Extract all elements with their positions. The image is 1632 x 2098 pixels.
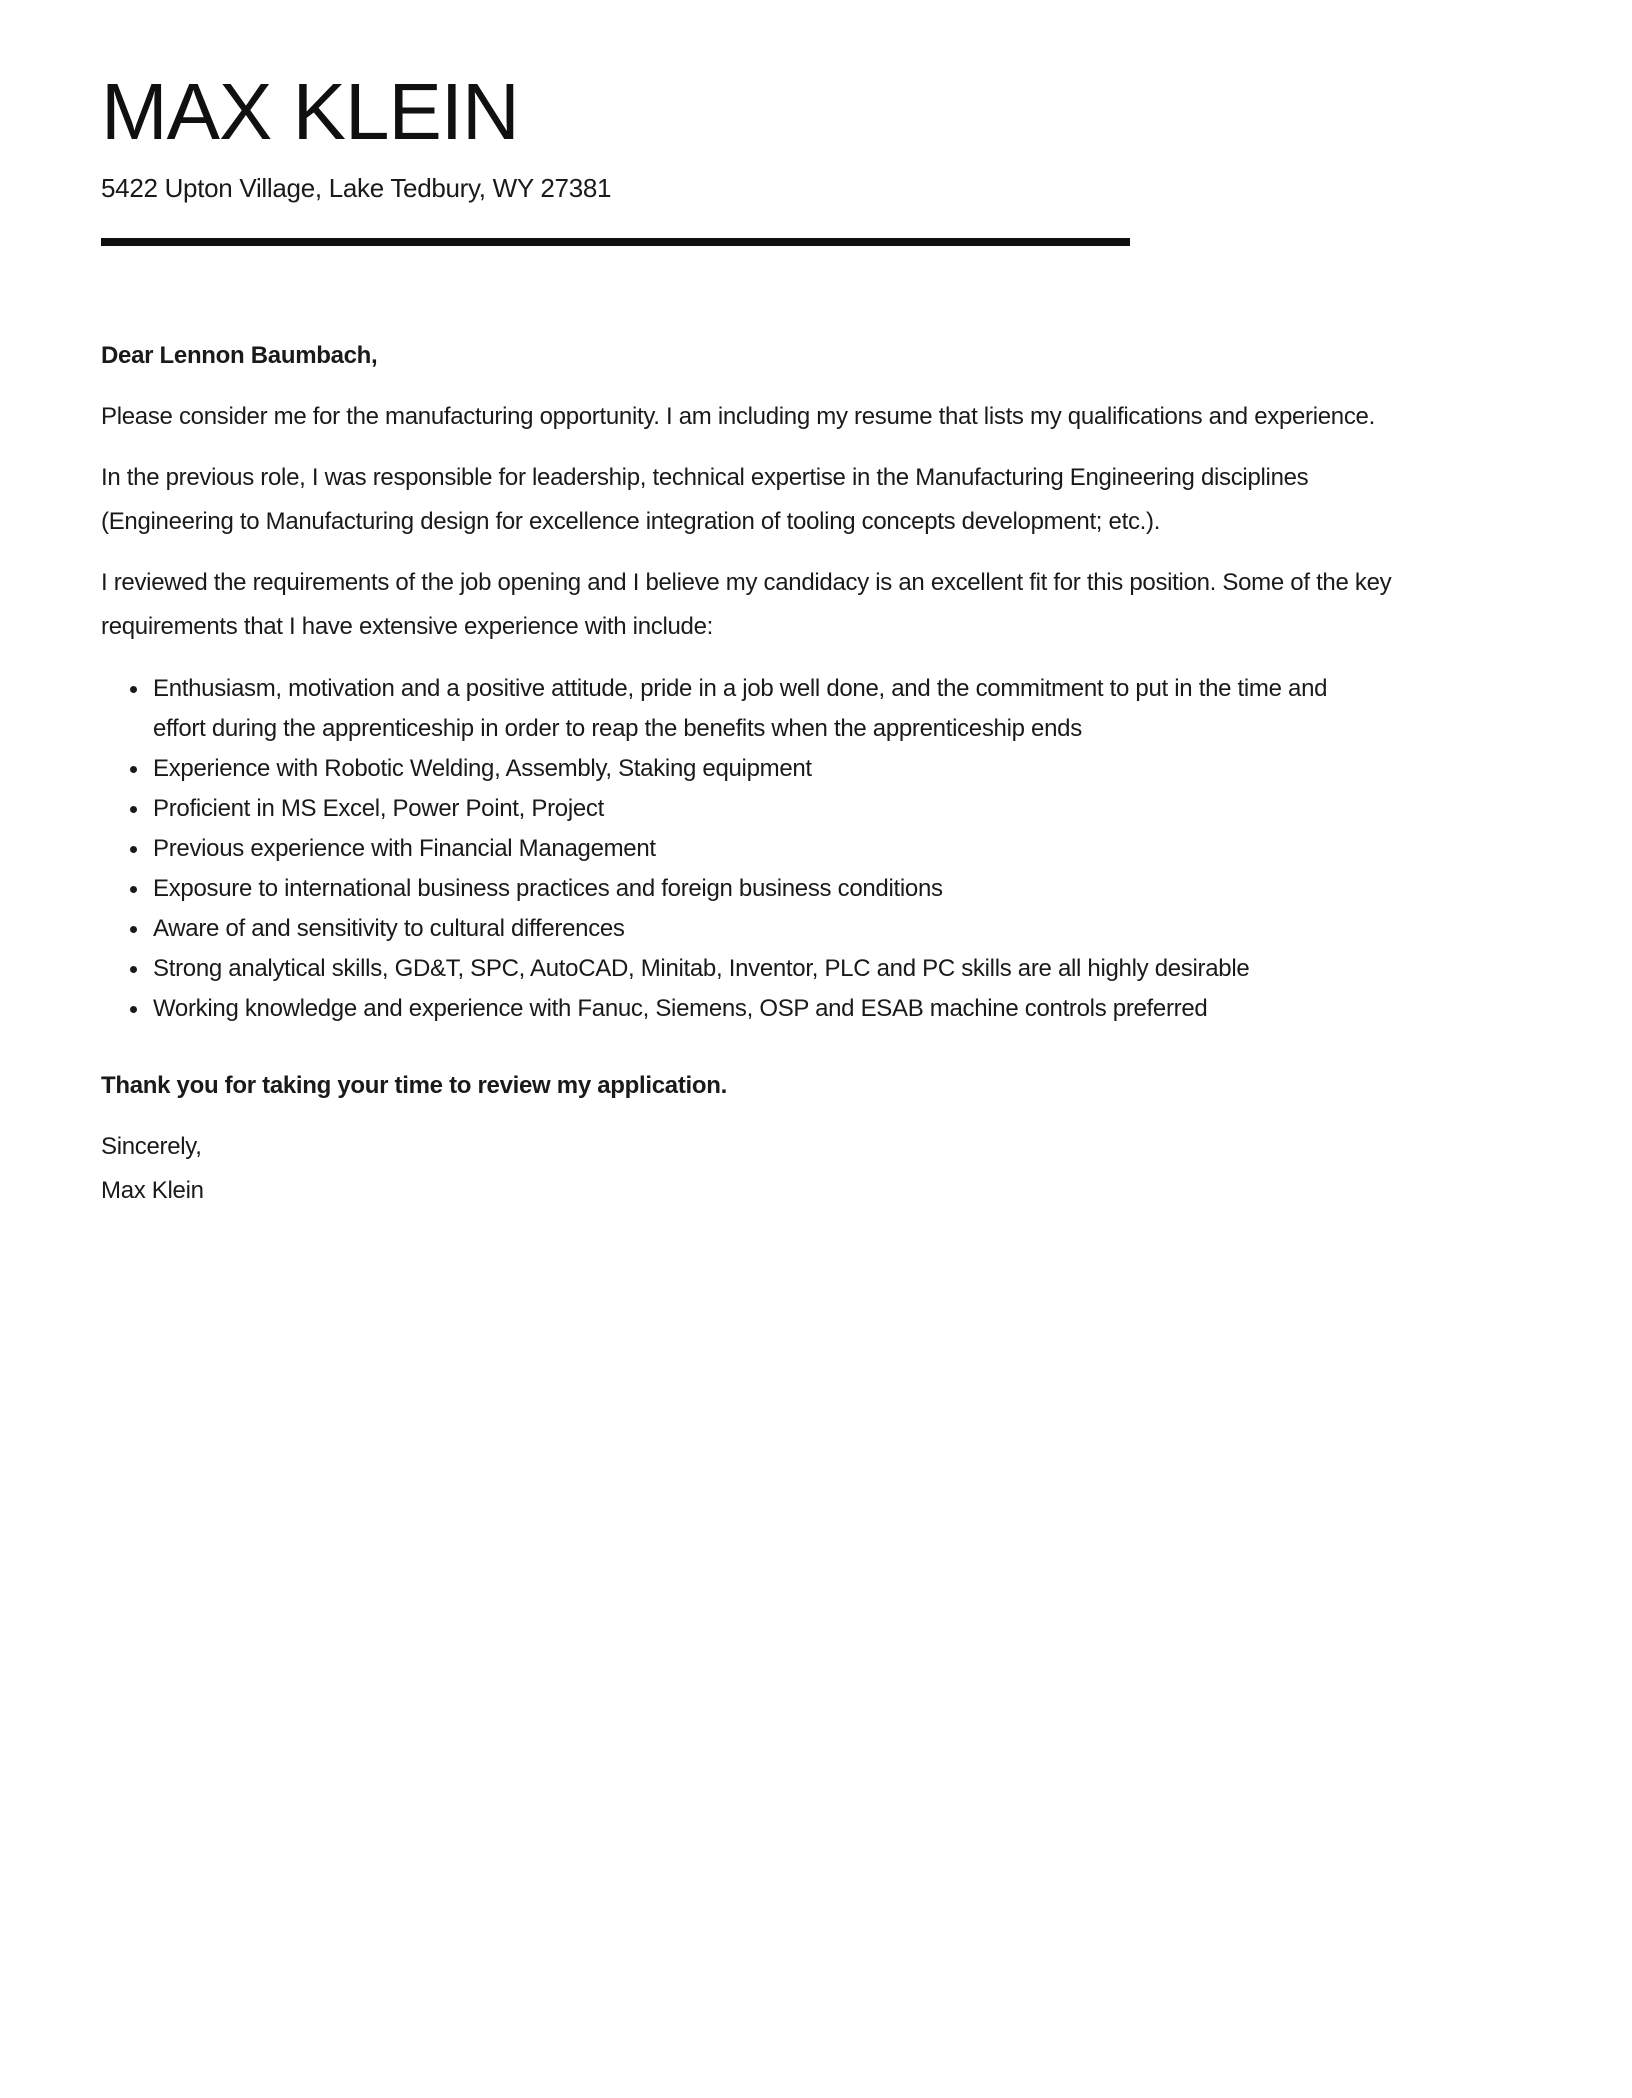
requirement-item	[101, 749, 1532, 789]
letter-header	[101, 67, 1532, 246]
text-line: Previous experience with Financial Management	[153, 835, 656, 862]
paragraph-previous-role	[101, 456, 1532, 544]
text-line: Aware of and sensitivity to cultural differences	[153, 915, 625, 942]
text-line: Working knowledge and experience with Fanuc, Siemens, OSP and ESAB machine controls preferred	[153, 995, 1208, 1022]
signature-name: Max Klein	[101, 1177, 204, 1204]
requirement-item	[101, 989, 1532, 1029]
signoff: Sincerely,	[101, 1133, 202, 1160]
text-line: Exposure to international business practices and foreign business conditions	[153, 875, 943, 902]
text-line: Strong analytical skills, GD&T, SPC, AutoCAD, Minitab, Inventor, PLC and PC skills are all highly desirable	[153, 955, 1250, 982]
salutation: Dear Lennon Baumbach,	[101, 342, 378, 369]
requirement-item	[101, 909, 1532, 949]
requirement-item	[101, 669, 1532, 749]
signoff-block	[101, 1125, 1532, 1213]
text-line: effort during the apprenticeship in order to reap the benefits when the apprenticeship ends	[153, 715, 1082, 742]
text-line: Proficient in MS Excel, Power Point, Project	[153, 795, 604, 822]
requirement-item	[101, 949, 1532, 989]
sender-address: 5422 Upton Village, Lake Tedbury, WY 27381	[101, 173, 612, 203]
requirement-item	[101, 789, 1532, 829]
requirement-item	[101, 869, 1532, 909]
header-divider	[101, 238, 1130, 246]
paragraph-intro	[101, 395, 1532, 439]
text-line: Please consider me for the manufacturing opportunity. I am including my resume that lists my qualifications and experience.	[101, 403, 1375, 430]
letter-body	[101, 334, 1532, 1213]
requirement-item	[101, 829, 1532, 869]
text-line: In the previous role, I was responsible for leadership, technical expertise in the Manufacturing Engineering disciplines	[101, 464, 1309, 491]
text-line: requirements that I have extensive experience with include:	[101, 613, 713, 640]
sender-name: MAX KLEIN	[101, 67, 519, 156]
requirements-list	[101, 669, 1532, 1029]
text-line: (Engineering to Manufacturing design for excellence integration of tooling concepts development; etc.).	[101, 508, 1161, 535]
closing-thanks: Thank you for taking your time to review my application.	[101, 1072, 727, 1099]
text-line: Enthusiasm, motivation and a positive attitude, pride in a job well done, and the commitment to put in the time and	[153, 675, 1328, 702]
text-line: I reviewed the requirements of the job opening and I believe my candidacy is an excellent fit for this position. Some of the key	[101, 569, 1392, 596]
text-line: Experience with Robotic Welding, Assembly, Staking equipment	[153, 755, 812, 782]
paragraph-requirements-intro	[101, 561, 1532, 649]
